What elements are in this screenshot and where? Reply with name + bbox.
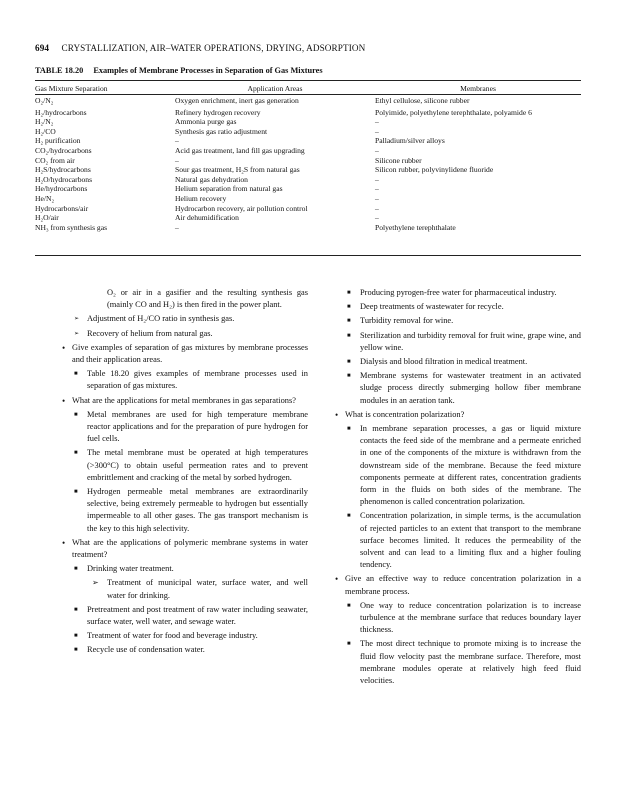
answer-item xyxy=(335,600,581,637)
item-text: Give an effective way to reduce concentration polarization in a membrane process. xyxy=(345,574,581,596)
bullet-icon: ■ xyxy=(347,602,351,609)
item-text: Deep treatments of wastewater for recycle. xyxy=(360,302,504,312)
answer-item xyxy=(62,447,308,484)
table-cell: – xyxy=(175,155,179,165)
table-cell: H₂O/hydrocarbons xyxy=(35,174,93,184)
table-cell: – xyxy=(375,126,379,136)
table-cell: – xyxy=(375,213,379,223)
answer-item xyxy=(62,368,308,392)
table-label: TABLE 18.20 xyxy=(35,66,84,75)
table-caption xyxy=(35,66,331,75)
table-cell: Ammonia purge gas xyxy=(175,117,237,127)
table-row xyxy=(35,223,581,233)
bullet-icon: ■ xyxy=(74,647,78,654)
item-text: Turbidity removal for wine. xyxy=(360,316,454,326)
bullet-icon: ■ xyxy=(74,371,78,378)
item-text: Membrane systems for wastewater treatment in an activated sludge process directly submerging hollow fiber membrane modules in an aeration tank. xyxy=(360,371,581,405)
table-row xyxy=(35,175,581,185)
table-cell: He/hydrocarbons xyxy=(35,184,88,194)
bullet-icon: ➢ xyxy=(74,316,80,323)
bullet-icon: ■ xyxy=(74,633,78,640)
table-row xyxy=(35,136,581,146)
answer-item xyxy=(335,356,581,368)
item-text: Recycle use of condensation water. xyxy=(87,645,205,655)
item-text: Dialysis and blood filtration in medical treatment. xyxy=(360,357,528,367)
bullet-icon: ■ xyxy=(347,426,351,433)
item-text: What is concentration polarization? xyxy=(345,409,465,419)
table-row xyxy=(35,213,581,223)
table-cell: Helium recovery xyxy=(175,193,227,203)
table-cell: – xyxy=(375,117,379,127)
bullet-icon: • xyxy=(62,342,66,353)
gas-separation-table xyxy=(35,84,581,232)
table-cell: Natural gas dehydration xyxy=(175,174,248,184)
table-cell: Polyethylene terephthalate xyxy=(375,222,456,232)
table-cell: Oxygen enrichment, inert gas generation xyxy=(175,95,299,105)
running-title: CRYSTALLIZATION, AIR–WATER OPERATIONS, DRYING, ADSORPTION xyxy=(61,43,366,53)
item-text: Recovery of helium from natural gas. xyxy=(87,328,213,338)
table-cell: Silicon rubber, polyvinylidene fluoride xyxy=(375,165,494,175)
column-header: Application Areas xyxy=(247,84,303,93)
question-item xyxy=(335,409,581,421)
answer-item xyxy=(335,423,581,508)
item-text: Pretreatment and post treatment of raw water including seawater, surface water, well water, and sewage water. xyxy=(87,604,308,627)
table-cell: Hydrocarbon recovery, air pollution control xyxy=(175,203,308,213)
answer-item xyxy=(62,313,308,325)
answer-item xyxy=(335,638,581,687)
item-text: One way to reduce concentration polarization is to increase turbulence at the membrane surface that reduces boundary layer thickness. xyxy=(360,600,581,635)
item-text: Drinking water treatment. xyxy=(87,564,174,574)
item-text: The most direct technique to promote mixing is to increase the fluid flow velocity past the membrane surface. Therefore, most membrane modules operate at relatively high feed fluid velocities. xyxy=(360,639,581,686)
table-cell: Palladium/silver alloys xyxy=(375,136,445,146)
page-number: 694 xyxy=(35,43,50,53)
answer-item xyxy=(335,330,581,354)
item-text: Hydrogen permeable metal membranes are extraordinarily selective, being extremely permeable to hydrogen but essentially impermeable to all other gases. The gas transport mechanism is the key to this high selectivity. xyxy=(87,487,308,533)
bullet-icon: ■ xyxy=(74,606,78,613)
item-text: Treatment of municipal water, surface water, and well water for drinking. xyxy=(107,578,308,600)
table-cell: Refinery hydrogen recovery xyxy=(175,107,261,117)
table-cell: – xyxy=(175,136,179,146)
table-top-rule xyxy=(35,80,581,81)
table-row xyxy=(35,204,581,214)
bullet-icon: ■ xyxy=(347,373,351,380)
table-cell: NH₃ from synthesis gas xyxy=(35,222,108,232)
question-item xyxy=(62,342,308,366)
column-header: Membranes xyxy=(460,84,496,93)
item-text: In membrane separation processes, a gas or liquid mixture contacts the feed side of the membrane and a permeate enriched in one of the components of the mixture is withdrawn from the downstream side of the membrane. Because the feed mixture components permeate at different rates, concentration gradients form in the fluids on both sides of the membrane. The phenomenon is called concentration polarization. xyxy=(360,424,581,507)
table-cell: Synthesis gas ratio adjustment xyxy=(175,126,268,136)
table-header-row xyxy=(35,84,581,96)
bullet-icon: ■ xyxy=(347,304,351,311)
answer-item xyxy=(62,563,308,575)
item-text: Give examples of separation of gas mixtures by membrane processes and their application areas. xyxy=(72,342,308,365)
bullet-icon: ■ xyxy=(347,290,351,296)
bullet-icon: ■ xyxy=(347,318,351,325)
bullet-icon: • xyxy=(62,395,66,406)
item-text: Metal membranes are used for high temperature membrane reactor applications and for the preparation of pure hydrogen for fuel cells. xyxy=(87,409,308,444)
column-header: Gas Mixture Separation xyxy=(35,84,108,93)
table-bottom-rule xyxy=(35,255,581,256)
item-text: O₂ or air in a gasifier and the resulting synthesis gas (mainly CO and H₂) is then fired in the power plant. xyxy=(107,288,308,310)
bullet-icon: ■ xyxy=(74,566,78,573)
item-text: Producing pyrogen-free water for pharmaceutical industry. xyxy=(360,288,557,297)
table-row xyxy=(35,117,581,127)
bullet-icon: ■ xyxy=(347,641,351,648)
answer-item xyxy=(335,315,581,327)
table-row xyxy=(35,165,581,175)
table-row xyxy=(35,184,581,194)
table-row xyxy=(35,194,581,204)
item-text: The metal membrane must be operated at high temperatures (>300°C) to obtain useful permeation rates and to prevent embrittlement and cracking of the metal by sorbed hydrogen. xyxy=(87,448,308,482)
table-row xyxy=(35,108,581,118)
bullet-icon: ■ xyxy=(347,359,351,366)
table-row xyxy=(35,96,581,108)
item-text: Sterilization and turbidity removal for fruit wine, grape wine, and yellow wine. xyxy=(360,330,581,352)
table-cell: Ethyl cellulose, silicone rubber xyxy=(375,95,470,105)
table-cell: Silicone rubber xyxy=(375,155,422,165)
table-cell: Air dehumidification xyxy=(175,213,239,223)
running-header xyxy=(35,43,365,53)
table-body xyxy=(35,96,581,233)
answer-item xyxy=(62,577,308,601)
table-cell: – xyxy=(375,184,379,194)
table-cell: H₂/N₂ xyxy=(35,117,54,127)
table-cell: – xyxy=(375,145,379,155)
table-cell: CO₂ from air xyxy=(35,155,75,165)
bullet-icon: • xyxy=(335,409,339,420)
bullet-icon: ■ xyxy=(347,513,351,520)
answer-item xyxy=(335,301,581,313)
table-cell: H₂O/air xyxy=(35,213,59,223)
bullet-icon: • xyxy=(335,574,339,585)
bullet-icon: • xyxy=(62,537,66,548)
table-cell: H₂S/hydrocarbons xyxy=(35,165,91,175)
table-title: Examples of Membrane Processes in Separation of Gas Mixtures xyxy=(93,66,323,75)
answer-item xyxy=(62,486,308,535)
bullet-icon: ■ xyxy=(74,450,78,457)
answer-item xyxy=(62,644,308,656)
item-text: Concentration polarization, in simple terms, is the accumulation of rejected particles to an extent that transport to the membrane surface becomes limited. It reduces the permeability of the solvent and can lead to a limiting flux and a higher fouling tendency. xyxy=(360,511,581,570)
table-cell: CO₂/hydrocarbons xyxy=(35,145,92,155)
item-text: Treatment of water for food and beverage industry. xyxy=(87,631,258,641)
table-row xyxy=(35,156,581,166)
left-text-column xyxy=(62,287,308,659)
answer-item xyxy=(62,328,308,340)
answer-item xyxy=(62,287,308,311)
table-cell: – xyxy=(375,193,379,203)
table-row xyxy=(35,146,581,156)
bullet-icon: ■ xyxy=(347,332,351,339)
item-text: Table 18.20 gives examples of membrane processes used in separation of gas mixtures. xyxy=(87,369,308,391)
table-cell: H₂ purification xyxy=(35,136,81,146)
right-text-column xyxy=(335,287,581,689)
question-item xyxy=(62,537,308,561)
table-cell: O₂/N₂ xyxy=(35,95,54,105)
table-cell: Helium separation from natural gas xyxy=(175,184,283,194)
question-item xyxy=(62,395,308,407)
answer-item xyxy=(335,370,581,407)
table-cell: He/N₂ xyxy=(35,193,55,203)
table-cell: – xyxy=(375,203,379,213)
answer-item xyxy=(62,630,308,642)
bullet-icon: ➢ xyxy=(74,330,80,337)
item-text: What are the applications of polymeric membrane systems in water treatment? xyxy=(72,537,308,560)
item-text: What are the applications for metal membranes in gas separations? xyxy=(72,395,296,405)
answer-item xyxy=(335,510,581,571)
table-cell: H₂/hydrocarbons xyxy=(35,107,87,117)
table-row xyxy=(35,127,581,137)
answer-item xyxy=(62,409,308,446)
question-item xyxy=(335,573,581,597)
item-text: Adjustment of H₂/CO ratio in synthesis gas. xyxy=(87,314,235,324)
table-cell: Hydrocarbons/air xyxy=(35,203,89,213)
table-cell: Polyimide, polyethylene terephthalate, polyamide 6 xyxy=(375,107,532,117)
answer-item xyxy=(62,604,308,628)
table-cell: Acid gas treatment, land fill gas upgrading xyxy=(175,145,305,155)
table-cell: Sour gas treatment, H₂S from natural gas xyxy=(175,165,300,175)
bullet-icon: ■ xyxy=(74,411,78,418)
bullet-icon: ➢ xyxy=(92,578,99,588)
table-cell: H₂/CO xyxy=(35,126,56,136)
table-cell: – xyxy=(175,222,179,232)
bullet-icon: ■ xyxy=(74,489,78,496)
table-cell: – xyxy=(375,174,379,184)
answer-item xyxy=(335,287,581,299)
